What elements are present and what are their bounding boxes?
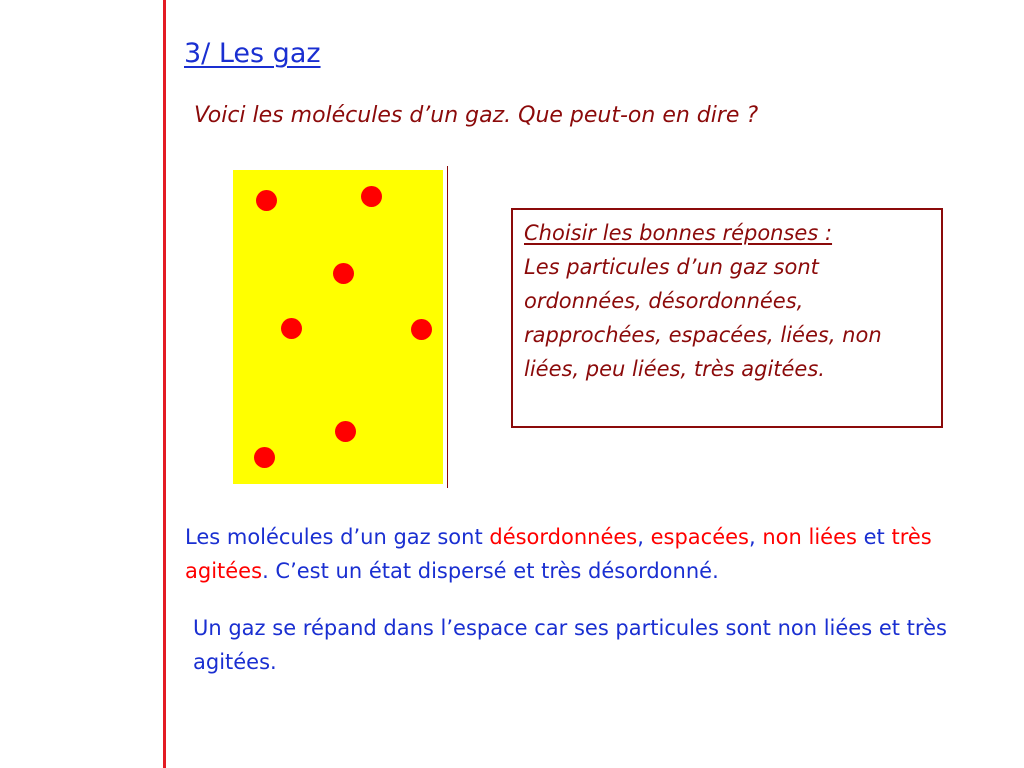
gas-molecule <box>256 190 277 211</box>
container-wall-line <box>447 166 448 488</box>
conclusion-text: Les molécules d’un gaz sont <box>185 525 490 549</box>
answer-box-text: Les particules d’un gaz sont ordonnées, désordonnées, rapprochées, espacées, liées, non liées, peu liées, très agitées. <box>524 255 882 381</box>
keyword-tres-agitees: très agitées <box>185 525 932 583</box>
gas-molecule <box>281 318 302 339</box>
gas-molecule <box>361 186 382 207</box>
conclusion-separator: , <box>637 525 651 549</box>
slide-title: 3/ Les gaz <box>184 38 321 69</box>
gas-molecule <box>254 447 275 468</box>
conclusion-explanation: Un gaz se répand dans l’espace car ses particules sont non liées et très agitées. <box>193 616 947 674</box>
keyword-espacees: espacées <box>650 525 749 549</box>
keyword-non-liees: non liées <box>762 525 857 549</box>
answer-box-heading: Choisir les bonnes réponses : <box>524 221 833 245</box>
question-text: Voici les molécules d’un gaz. Que peut-on en dire ? <box>194 103 759 128</box>
conclusion-separator: , <box>749 525 763 549</box>
gas-container <box>233 170 443 484</box>
answer-box <box>511 208 943 428</box>
gas-molecule <box>333 263 354 284</box>
conclusion-text: et <box>856 525 892 549</box>
keyword-desordonnees: désordonnées <box>489 525 638 549</box>
gas-molecule <box>335 421 356 442</box>
conclusion-text: . C’est un état dispersé et très désordonné. <box>262 559 719 583</box>
gas-molecule <box>411 319 432 340</box>
margin-line <box>163 0 166 768</box>
conclusion-paragraph <box>185 520 1015 588</box>
